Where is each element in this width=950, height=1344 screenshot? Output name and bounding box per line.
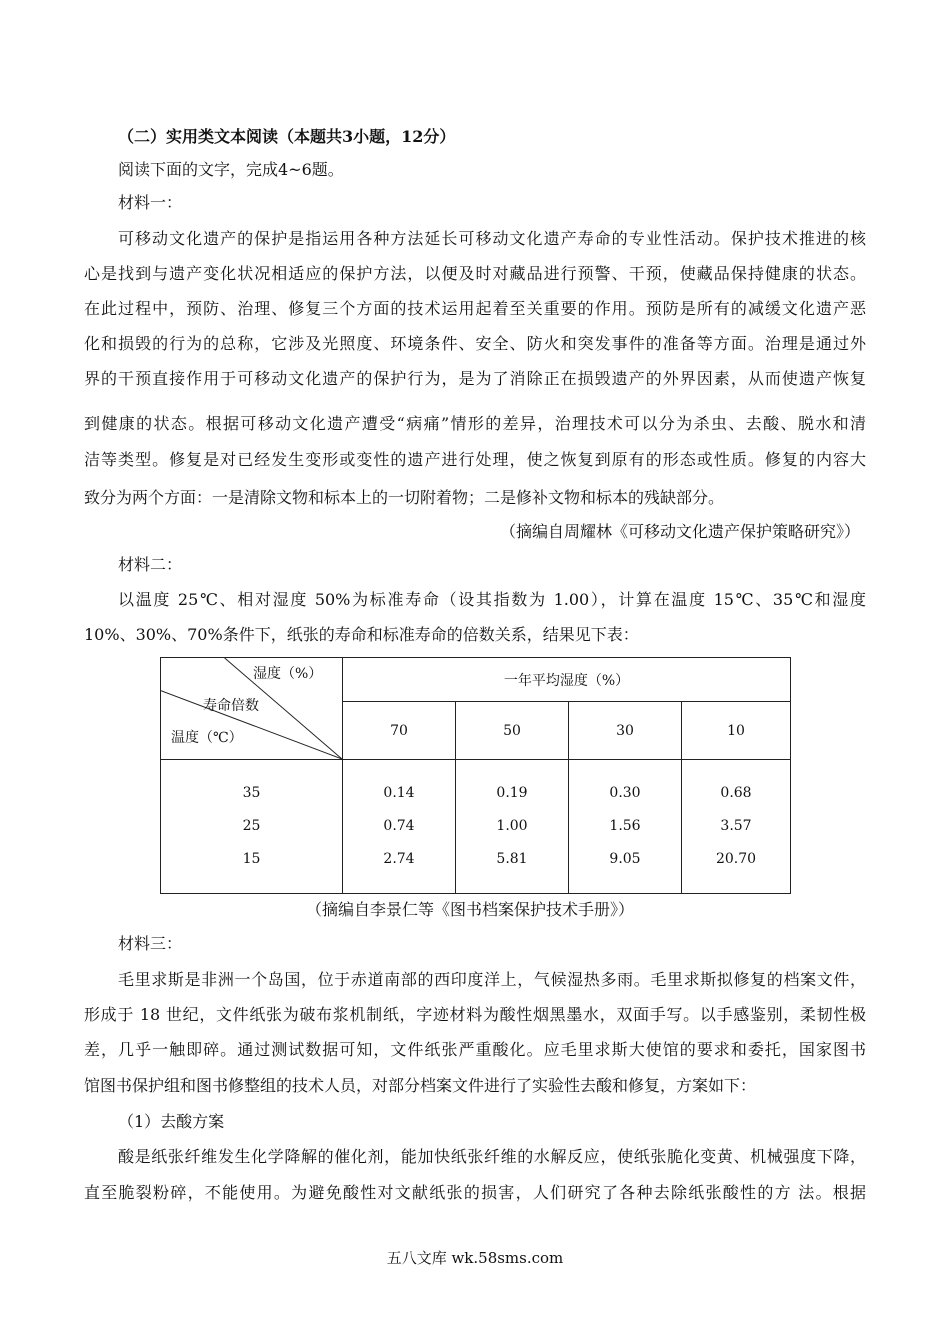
group-header: 一年平均湿度（%）	[343, 658, 791, 702]
lifespan-value: 0.30	[609, 785, 641, 801]
lifespan-table	[160, 657, 791, 894]
corner-lifespan-label: 寿命倍数	[203, 698, 259, 714]
material3-label: 材料三：	[118, 934, 183, 953]
material2-line: 10%、30%、70%条件下，纸张的寿命和标准寿命的倍数关系，结果见下表：	[84, 625, 639, 644]
humidity-column-header: 10	[682, 702, 791, 760]
material2-line: 以温度 25℃、相对湿度 50%为标准寿命（设其指数为 1.00），计算在温度 15℃、35℃和湿度	[118, 590, 866, 609]
material3-para-line: 酸是纸张纤维发生化学降解的催化剂，能加快纸张纤维的水解反应，使纸张脆化变黄、机械强度下降，	[118, 1147, 866, 1166]
lifespan-value: 20.70	[715, 851, 757, 867]
material1-line: 到健康的状态。根据可移动文化遗产遭受“病痛”情形的差异，治理技术可以分为杀虫、去酸、脱水和清	[84, 414, 866, 433]
humidity-10-column	[682, 760, 791, 894]
humidity-column-header: 70	[343, 702, 456, 760]
lifespan-value: 3.57	[720, 818, 752, 834]
lifespan-value: 2.74	[383, 851, 415, 867]
humidity-30-column	[569, 760, 682, 894]
section-heading: （二）实用类文本阅读（本题共3小题，12分）	[118, 127, 456, 146]
material1-line: 界的干预直接作用于可移动文化遗产的保护行为，是为了消除正在损毁遗产的外界因素，从而使遗产恢复	[84, 369, 866, 388]
material3-line: 毛里求斯是非洲一个岛国，位于赤道南部的西印度洋上，气候湿热多雨。毛里求斯拟修复的档案文件，	[118, 970, 866, 989]
humidity-50-column	[456, 760, 569, 894]
lifespan-value: 9.05	[609, 851, 641, 867]
material3-line: 形成于 18 世纪，文件纸张为破布浆机制纸，字迹材料为酸性烟黑墨水，双面手写。以手感鉴别，柔韧性极	[84, 1005, 866, 1024]
lifespan-value: 0.68	[720, 785, 752, 801]
material1-line: 可移动文化遗产的保护是指运用各种方法延长可移动文化遗产寿命的专业性活动。保护技术推进的核	[118, 229, 866, 248]
corner-header-cell	[161, 658, 343, 760]
humidity-column-header: 30	[569, 702, 682, 760]
material1-line: 心是找到与遗产变化状况相适应的保护方法，以便及时对藏品进行预警、干预，使藏品保持健康的状态。	[84, 264, 866, 283]
material2-label: 材料二：	[118, 555, 183, 574]
material1-line: 化和损毁的行为的总称，它涉及光照度、环境条件、安全、防火和突发事件的准备等方面。治理是通过外	[84, 334, 866, 353]
material1-line: 在此过程中，预防、治理、修复三个方面的技术运用起着至关重要的作用。预防是所有的减缓文化遗产恶	[84, 299, 866, 318]
lifespan-value: 0.14	[383, 785, 415, 801]
material3-subheading: （1）去酸方案	[118, 1112, 225, 1131]
footer-watermark: 五八文库 wk.58sms.com	[386, 1249, 564, 1267]
material1-source: （摘编自周耀林《可移动文化遗产保护策略研究》）	[499, 522, 860, 541]
material2-source: （摘编自李景仁等《图书档案保护技术手册》）	[306, 900, 635, 919]
material3-line: 馆图书保护组和图书修整组的技术人员，对部分档案文件进行了实验性去酸和修复，方案如下：	[84, 1076, 757, 1095]
temperature-value: 35	[242, 785, 261, 801]
lifespan-value: 5.81	[496, 851, 528, 867]
humidity-70-column	[343, 760, 456, 894]
material1-label: 材料一：	[118, 193, 183, 212]
humidity-column-header: 50	[456, 702, 569, 760]
lifespan-value: 1.56	[609, 818, 641, 834]
material3-para-line: 直至脆裂粉碎，不能使用。为避免酸性对文献纸张的损害，人们研究了各种去除纸张酸性的方 法。根据	[84, 1183, 866, 1202]
material3-line: 差，几乎一触即碎。通过测试数据可知，文件纸张严重酸化。应毛里求斯大使馆的要求和委托，国家图书	[84, 1040, 866, 1059]
temperature-value: 25	[242, 818, 261, 834]
lifespan-value: 1.00	[496, 818, 528, 834]
temperature-column	[161, 760, 343, 894]
temperature-value: 15	[242, 851, 261, 867]
material1-line: 致分为两个方面：一是清除文物和标本上的一切附着物；二是修补文物和标本的残缺部分。	[84, 488, 725, 507]
instruction: 阅读下面的文字，完成4~6题。	[118, 160, 344, 179]
material1-line: 洁等类型。修复是对已经发生变形或变性的遗产进行处理，使之恢复到原有的形态或性质。修复的内容大	[84, 450, 866, 469]
corner-humidity-label: 湿度（%）	[253, 666, 323, 682]
corner-temperature-label: 温度（℃）	[171, 730, 243, 746]
lifespan-value: 0.19	[496, 785, 528, 801]
lifespan-value: 0.74	[383, 818, 415, 834]
